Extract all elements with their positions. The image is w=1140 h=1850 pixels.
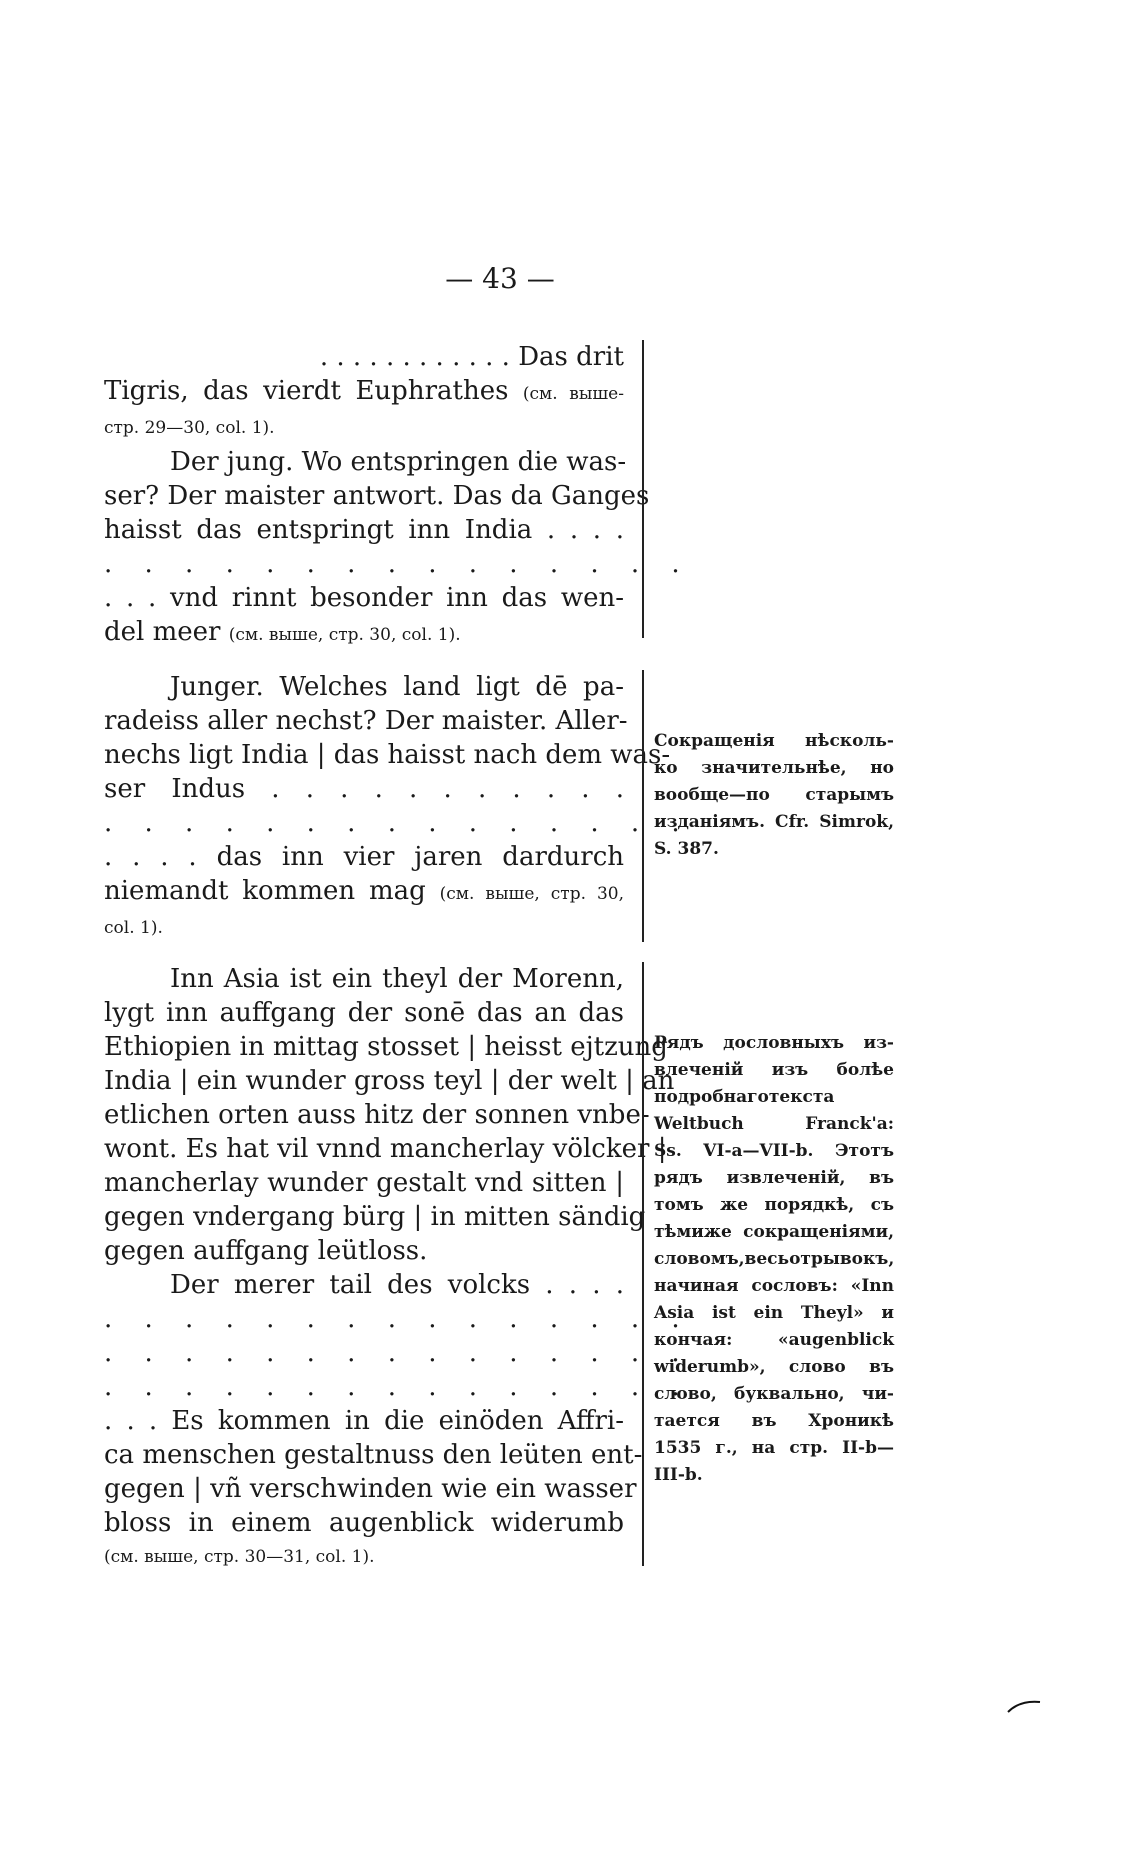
- text-line: Tigris, das vierdt Euphrathes (см. выше‑: [104, 376, 624, 406]
- text-line: gegen | vñ verschwinden wie ein wasser: [104, 1474, 637, 1504]
- text-line: стр. 29—30, col. 1).: [104, 418, 275, 438]
- note-line: Ss. VI‑a—VII‑b. Этотъ: [654, 1141, 894, 1161]
- text-line: col. 1).: [104, 918, 163, 938]
- ellipsis-line: . . . . . . . . . . . . . . .: [104, 549, 692, 579]
- text-line: nechs ligt India | das haisst nach dem was‑: [104, 740, 671, 770]
- note-line: рядъ извлеченій, въ: [654, 1168, 894, 1188]
- note-line: начиная сословъ: «Inn: [654, 1276, 894, 1296]
- reference: (см. выше, стр. 30, col. 1).: [228, 625, 461, 645]
- note-line: вообще—по старымъ: [654, 785, 894, 805]
- text-line: Ethiopien in mittag stosset | heisst ejtzung: [104, 1032, 668, 1062]
- note-line: Сокращенія нѣсколь‑: [654, 731, 894, 751]
- text-line: ca menschen gestaltnuss den leüten ent‑: [104, 1440, 643, 1470]
- text-block-rivers: [104, 340, 692, 652]
- pen-mark-icon: [1006, 1698, 1042, 1714]
- note-line: ко значительнѣе, но: [654, 758, 894, 778]
- ellipsis-line: . . . . . . . . . . . . . . .: [104, 1372, 692, 1402]
- text-line: . . . . das inn vier jaren dardurch: [104, 842, 624, 872]
- ellipsis-line: . . . . . . . . . . . . . . .: [104, 808, 692, 838]
- text-line: (см. выше, стр. 30—31, col. 1).: [104, 1547, 375, 1567]
- text-line: gegen auffgang leütloss.: [104, 1236, 428, 1266]
- text-line: mancherlay wunder gestalt vnd sitten |: [104, 1168, 624, 1198]
- note-line: widerumb», слово въ: [654, 1357, 894, 1377]
- text-line: lygt inn auffgang der sonē das an das: [104, 998, 624, 1028]
- text-line: del meer (см. выше, стр. 30, col. 1).: [104, 617, 461, 647]
- page-number: — 43 —: [445, 262, 555, 295]
- text-line: Inn Asia ist ein theyl der Morenn,: [170, 964, 624, 994]
- text-line: . . . vnd rinnt besonder inn das wen‑: [104, 583, 624, 613]
- ellipsis-line: . . . . . . . . . . . . . . .: [104, 1338, 692, 1368]
- text-line: Der jung. Wo entspringen die was‑: [170, 447, 627, 477]
- side-note-extracts: [654, 1030, 894, 1489]
- text-line: gegen vndergang bürg | in mitten sändig: [104, 1202, 646, 1232]
- text-line: India | ein wunder gross teyl | der welt | an: [104, 1066, 675, 1096]
- reference: (см. выше, стр. 30,: [439, 884, 625, 904]
- note-line: томъ же порядкѣ, съ: [654, 1195, 894, 1215]
- note-line: Weltbuch Franck'a:: [654, 1114, 894, 1134]
- note-line: тѣмиже сокращеніями,: [654, 1222, 894, 1242]
- note-line: Рядъ дословныхъ из‑: [654, 1033, 894, 1053]
- note-line: влеченій изъ болѣе: [654, 1060, 894, 1080]
- text-line: niemandt kommen mag (см. выше, стр. 30,: [104, 876, 625, 906]
- side-note-abbreviations: [654, 728, 894, 863]
- note-line: слово, буквально, чи‑: [654, 1384, 894, 1404]
- bracket-block2: [628, 670, 644, 942]
- text-line: . . . . . . . . . . . . Das drit: [319, 342, 624, 372]
- note-line: подробнаготекста: [654, 1087, 835, 1107]
- note-line: изданіямъ. Cfr. Simrok,: [654, 812, 894, 832]
- text-line: wont. Es hat vil vnnd mancherlay völcker |: [104, 1134, 667, 1164]
- text-line: haisst das entspringt inn India . . . .: [104, 515, 624, 545]
- text-line: radeiss aller nechst? Der maister. Aller‑: [104, 706, 628, 736]
- note-line: S. 387.: [654, 839, 719, 859]
- bracket-block1: [628, 340, 644, 638]
- text-line: bloss in einem augenblick widerumb: [104, 1508, 624, 1538]
- text-line: . . . Es kommen in die einöden Affri‑: [104, 1406, 624, 1436]
- note-line: III‑b.: [654, 1465, 703, 1485]
- text-line: ser Indus . . . . . . . . . . .: [104, 774, 624, 804]
- bracket-block3: [628, 962, 644, 1566]
- note-line: 1535 г., на стр. II‑b—: [654, 1438, 894, 1458]
- reference: (см. выше‑: [522, 384, 624, 404]
- ellipsis-line: . . . . . . . . . . . . . . .: [104, 1304, 692, 1334]
- note-line: тается въ Хроникѣ: [654, 1411, 894, 1431]
- text-line: Der merer tail des volcks . . . .: [170, 1270, 624, 1300]
- text-line: etlichen orten auss hitz der sonnen vnbe‑: [104, 1100, 650, 1130]
- note-line: Asia ist ein Theyl» и: [654, 1303, 894, 1323]
- text-line: ser? Der maister antwort. Das da Ganges: [104, 481, 650, 511]
- note-line: кончая: «augenblick: [654, 1330, 894, 1350]
- note-line: словомъ,весьотрывокъ,: [654, 1249, 895, 1269]
- text-line: Junger. Welches land ligt dē pa‑: [170, 672, 624, 702]
